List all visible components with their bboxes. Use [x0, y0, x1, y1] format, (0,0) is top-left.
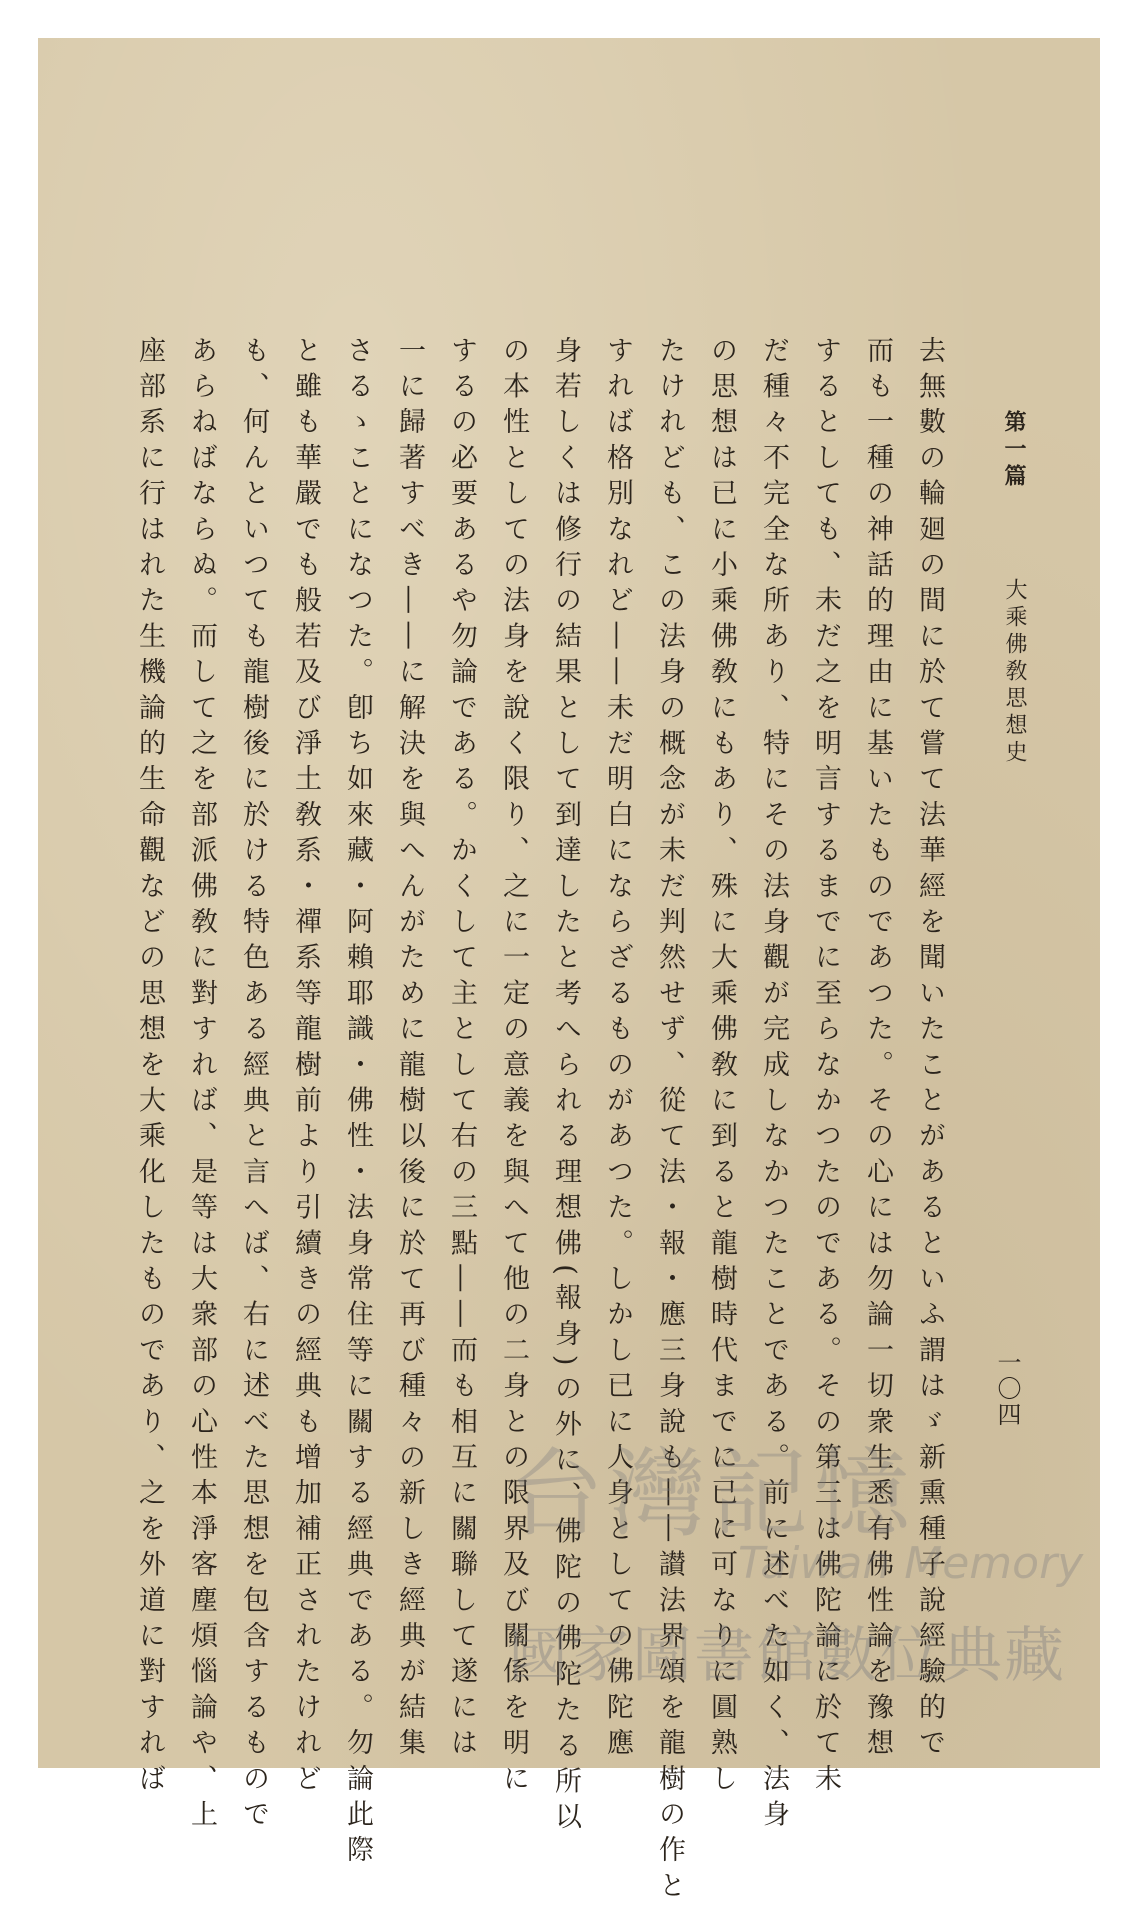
book-page	[38, 38, 1100, 1907]
page-number: 一〇四	[993, 1350, 1021, 1428]
text-line: の思想は已に小乘佛敎にもあり、殊に大乘佛敎に到ると龍樹時代までに已に可なりに圓熟し	[706, 336, 737, 1800]
watermark-logo: 台灣記憶	[508, 1438, 916, 1550]
text-line: の本性としての法身を說く限り、之に一定の意義を與へて他の二身との限界及び關係を明に	[498, 336, 529, 1800]
text-line: さるゝことになつた。卽ち如來藏・阿賴耶識・佛性・法身常住等に關する經典である。勿論此際	[342, 336, 373, 1872]
book-title: 大乘佛敎思想史	[1002, 578, 1027, 767]
text-line: 身若しくは修行の結果として到達したと考へられる理想佛(報身)の外に、佛陀の佛陀たる所以	[550, 336, 581, 1839]
chapter-heading: 第一篇	[1001, 410, 1027, 491]
watermark-english: Taiwan Memory	[738, 1538, 1084, 1589]
text-line: も、何んといつても龍樹後に於ける特色ある經典と言へば、右に述べた思想を包含するもので	[238, 336, 269, 1836]
text-line: たけれども、この法身の概念が未だ判然せず、從て法・報・應三身說も――讃法界頌を龍樹の作と	[654, 336, 685, 1907]
watermark-library-name: 國家圖書館數位典藏	[508, 1621, 1066, 1691]
text-line: するとしても、未だ之を明言するまでに至らなかつたのである。その第三は佛陀論に於て未	[810, 336, 841, 1800]
text-line: あらねばならぬ。而して之を部派佛敎に對すれば、是等は大衆部の心性本淨客塵煩惱論や、上	[186, 336, 217, 1836]
text-line: すれば格別なれど――未だ明白にならざるものがあつた。しかし已に人身としての佛陀應	[602, 336, 633, 1764]
text-line: 去無數の輪廻の間に於て嘗て法華經を聞いたことがあるといふ謂はゞ新熏種子說經驗的で	[914, 336, 945, 1764]
text-line: 一に歸著すべき――に解決を與へんがために龍樹以後に於て再び種々の新しき經典が結集	[394, 336, 425, 1764]
text-line: だ種々不完全な所あり、特にその法身觀が完成しなかつたことである。前に述べた如く、法身	[758, 336, 789, 1836]
text-line: と雖も華嚴でも般若及び淨土敎系・禪系等龍樹前より引續きの經典も增加補正されたけれど	[290, 336, 321, 1800]
text-line: 而も一種の神話的理由に基いたものであつた。その心には勿論一切衆生悉有佛性論を豫想	[862, 336, 893, 1764]
text-line: するの必要あるや勿論である。かくして主として右の三點――而も相互に關聯して遂には	[446, 336, 477, 1764]
text-line: 座部系に行はれた生機論的生命觀などの思想を大乘化したものであり、之を外道に對すれば	[134, 336, 165, 1800]
